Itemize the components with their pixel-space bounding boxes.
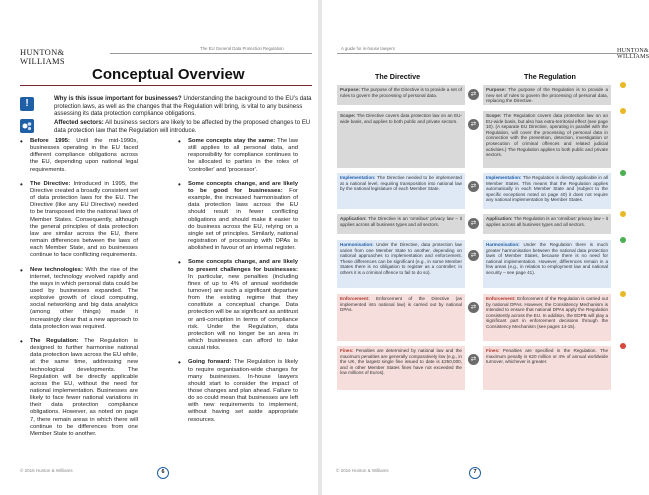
header-rule <box>110 53 312 54</box>
directive-cell: Application: The Directive is an 'omnibus' privacy law – it applies across all business types and all sectors. <box>337 214 465 234</box>
copyright-footer: © 2016 Hunton & Williams <box>20 468 73 473</box>
page-number: 7 <box>469 467 481 479</box>
status-dot-icon <box>620 211 626 217</box>
list-item: • New technologies: With the rise of the internet, technology evolved rapidly and the ways in which personal data could be used by businesses expanded. The explosive growth of cloud computing, social networking and big data analytics (among other things) made it increasingly clear that a new approach to data protection was required. <box>20 267 138 331</box>
title-rule <box>20 85 312 86</box>
status-dot-icon <box>620 82 626 88</box>
list-item: • Going forward: The Regulation is likely to require organisation-wide changes for many businesses. In-house lawyers should start to consider the impact of those changes and plan ahead. Failure to do so could mean that businesses are left with new requirements to implement, without having set aside appropriate resources. <box>178 359 298 423</box>
compare-arrows-icon: ⇄ <box>468 181 479 192</box>
regulation-cell: Scope: The Regulation covers data protection law on an EU-wide basis, but also has extra-territorial effect (see page 10). (A separate EU Directive, operating in parallel with the Regulation, will cover the processing of personal data in connection with the prevention, detection, investigation or prosecution of criminal offences and related judicial activities.) The Regulation applies to both public and private sectors. <box>483 111 611 168</box>
header-rule <box>337 53 637 54</box>
regulation-cell: Enforcement: Enforcement of the Regulation is carried out by national DPAs. However, the Consistency Mechanism is intended to ensure that national DPAs apply the Regulation consistently across the EU. In addition, the EDPB will play a significant part in enforcement decisions through the Consistency Mechanism (see pages 14-15). <box>483 294 611 341</box>
sectors-icon <box>20 119 34 133</box>
regulation-cell: Application: The Regulation is an 'omnibus' privacy law – it applies across all business types and all sectors. <box>483 214 611 234</box>
compare-arrows-icon: ⇄ <box>468 89 479 100</box>
regulation-column-heading: The Regulation <box>524 72 576 81</box>
copyright-footer: © 2016 Hunton & Williams <box>336 468 389 473</box>
list-item: • The Regulation: The Regulation is designed to further harmonise national data protection laws across the EU while, at the same time, addressing new technological developments. The Regulation will be directly applicable across the EU, without the need for national implementation. Businesses are likely to face fewer national variations in their data protection compliance obligations. However, as noted on page 7, there remain areas in which there will continue to be differences from one Member State to another. <box>20 338 138 438</box>
directive-cell: Fines: Penalties are determined by national law and the maximum penalties are generally comparatively low (e.g., in the UK, the largest single fine issued to date is £250,000, and in other Member States fines have not exceeded the low millions of Euros). <box>337 346 465 390</box>
compare-arrows-icon: ⇄ <box>468 354 479 365</box>
regulation-cell: Purpose: The purpose of the Regulation is to provide a new set of rules to govern the processing of personal data, replacing the Directive. <box>483 85 611 105</box>
directive-cell: Scope: The Directive covers data protection law on an EU-wide basis, and applies to both public and private sectors. <box>337 111 465 168</box>
hunton-williams-logo: HUNTON& WILLIAMS <box>20 47 65 66</box>
directive-column-heading: The Directive <box>375 72 421 81</box>
list-item: • Some concepts change, and are likely to be good for businesses: For example, the increased harmonisation of data protection laws across the EU should result in fewer conflicting obligations and should make it easier to do business across the EU, relying on a single set of principles. Similarly, national registration of processing with DPAs is abolished in favour of an internal register. <box>178 181 298 253</box>
directive-cell: Enforcement: Enforcement of the Directive (as implemented into national law) is carried out by national DPAs. <box>337 294 465 341</box>
page-title: Conceptual Overview <box>92 66 245 83</box>
directive-cell: Implementation: The Directive needed to be implemented at a national level, requiring transposition into national law by the national legislature of each Member State. <box>337 173 465 209</box>
status-dot-icon <box>620 237 626 243</box>
page-number: 6 <box>157 467 169 479</box>
status-dot-icon <box>620 291 626 297</box>
compare-arrows-icon: ⇄ <box>468 218 479 229</box>
list-item: • Before 1995: Until the mid-1990s, businesses operating in the EU faced different compliance obligations across the EU, depending upon national legal requirements. <box>20 138 138 174</box>
status-dot-icon <box>620 108 626 114</box>
regulation-cell: Fines: Penalties are specified in the Regulation. The maximum penalty is €20 million or 4% of annual worldwide turnover, whichever is greater. <box>483 346 611 390</box>
list-item: • Some concepts change, and are likely to present challenges for businesses: In particular, new penalties (including fines of up to 4% of annual worldwide turnover) are such a significant departure from the existing regime that they constitute a conceptual change. Data protection will be as significant as antitrust or anti-corruption in terms of compliance risk. Under the Regulation, data protection will no longer be an area in which businesses can afford to take casual risks. <box>178 259 298 352</box>
directive-cell: Purpose: The purpose of the Directive is to provide a set of rules to govern the processing of personal data. <box>337 85 465 105</box>
list-item: • The Directive: Introduced in 1995, the Directive created a broadly consistent set of data protection laws for the EU. The Directive (like any EU Directive) needed to be transposed into the national laws of Member States. Consequently, although the general principles of data protection law are similar across the EU, there remain differences between the laws of each Member State, and so businesses continue to face conflicting requirements. <box>20 181 138 260</box>
left-page: HUNTON& WILLIAMS The EU General Data Protection Regulation Conceptual Overview ! Why is this issue important for businesses? Understanding the background to the EU's data protection laws, as well as the changes that the Regulation will bring, is vital to any business assessing its data protection compliance obligations. Affected sectors: All business sectors are likely to be affected by the proposed changes to EU data protection law that the Regulation will introduce. • Before 1995: Until the mid-1990s, businesses operating in the EU faced different compliance obligations across the EU, depending upon national legal requirements. • The Directive: Introduced in 1995, the Directive created a broadly consistent set of data protection laws for the EU. The Directive (like any EU Directive) needed to be transposed into the national laws of Member States. Consequently, although the general principles of data protection law are similar across the EU, there remain differences between the laws of each Member State, and so businesses continue to face conflicting requirements. • New technologies: With the rise of the internet, technology evolved rapidly and the ways in which personal data could be used by businesses expanded. The explosive growth of cloud computing, social networking and big data analytics (among other things) made it increasingly clear that a new approach to data protection was required. • The Regulation: The Regulation is designed to further harmonise national data protection laws across the EU while, at the same time, addressing new technological developments. The Regulation will be directly applicable across the EU, without the need for national implementation. Businesses are likely to face fewer national variations in their data protection compliance obligations. However, as noted on page 7, there remain areas in which there will continue to be differences from one Member State to another. • Some concepts stay the same: The law still applies to all personal data, and responsibility for compliance continues to be allocated to parties in the roles of 'controller' and 'processor'. • Some concepts change, and are likely to be good for businesses: For example, the increased harmonisation of data protection laws across the EU should result in fewer conflicting obligations and should make it easier to do business across the EU, relying on a single set of principles. Similarly, national registration of processing with DPAs is abolished in favour of an internal register. • Some concepts change, and are likely to present challenges for businesses: In particular, new penalties (including fines of up to 4% of annual worldwide turnover) are such a significant departure from the existing regime that they constitute a conceptual change. Data protection will be as significant as antitrust or anti-corruption in terms of compliance risk. Under the Regulation, data protection will no longer be an area in which businesses can afford to take casual risks. • Going forward: The Regulation is likely to require organisation-wide changes for many businesses. In-house lawyers should start to consider the impact of those changes and plan ahead. Failure to do so could mean that businesses are left with new requirements to implement, without having set aside appropriate resources. © 2016 Hunton & Williams 6 <box>0 0 318 495</box>
running-head: The EU General Data Protection Regulation <box>200 46 284 51</box>
status-dot-icon <box>620 170 626 176</box>
status-dot-icon <box>620 343 626 349</box>
compare-arrows-icon: ⇄ <box>468 119 479 130</box>
compare-arrows-icon: ⇄ <box>468 250 479 261</box>
regulation-cell: Harmonisation: Under the Regulation there is much greater harmonisation between the national data protection laws of Member States, because there is no need for national implementation. However, differences remain in a few areas (e.g., in relation to employment law and national security – see page 41). <box>483 240 611 288</box>
right-column <box>178 138 298 431</box>
hunton-williams-logo: HUNTON& WILLIAMS <box>617 48 649 60</box>
compare-arrows-icon: ⇄ <box>468 302 479 313</box>
regulation-cell: Implementation: The Regulation is directly applicable in all Member States. This means that the Regulation applies automatically in each Member State and (subject to the specific exceptions noted on page 40) it does not require any national implementation by Member States. <box>483 173 611 209</box>
exclamation-icon: ! <box>20 97 34 111</box>
left-column <box>20 138 138 445</box>
right-page <box>322 0 649 495</box>
list-item: • Some concepts stay the same: The law still applies to all personal data, and responsibility for compliance continues to be allocated to parties in the roles of 'controller' and 'processor'. <box>178 138 298 174</box>
directive-cell: Harmonisation: Under the Directive, data protection law varies from one Member State to another, depending on national approaches to implementation and enforcement. These differences can be significant (e.g., in some Member States there is no obligation to register as a controller; in others it is a criminal offence to fail to do so). <box>337 240 465 288</box>
running-head: A guide for in-house lawyers <box>341 46 395 51</box>
